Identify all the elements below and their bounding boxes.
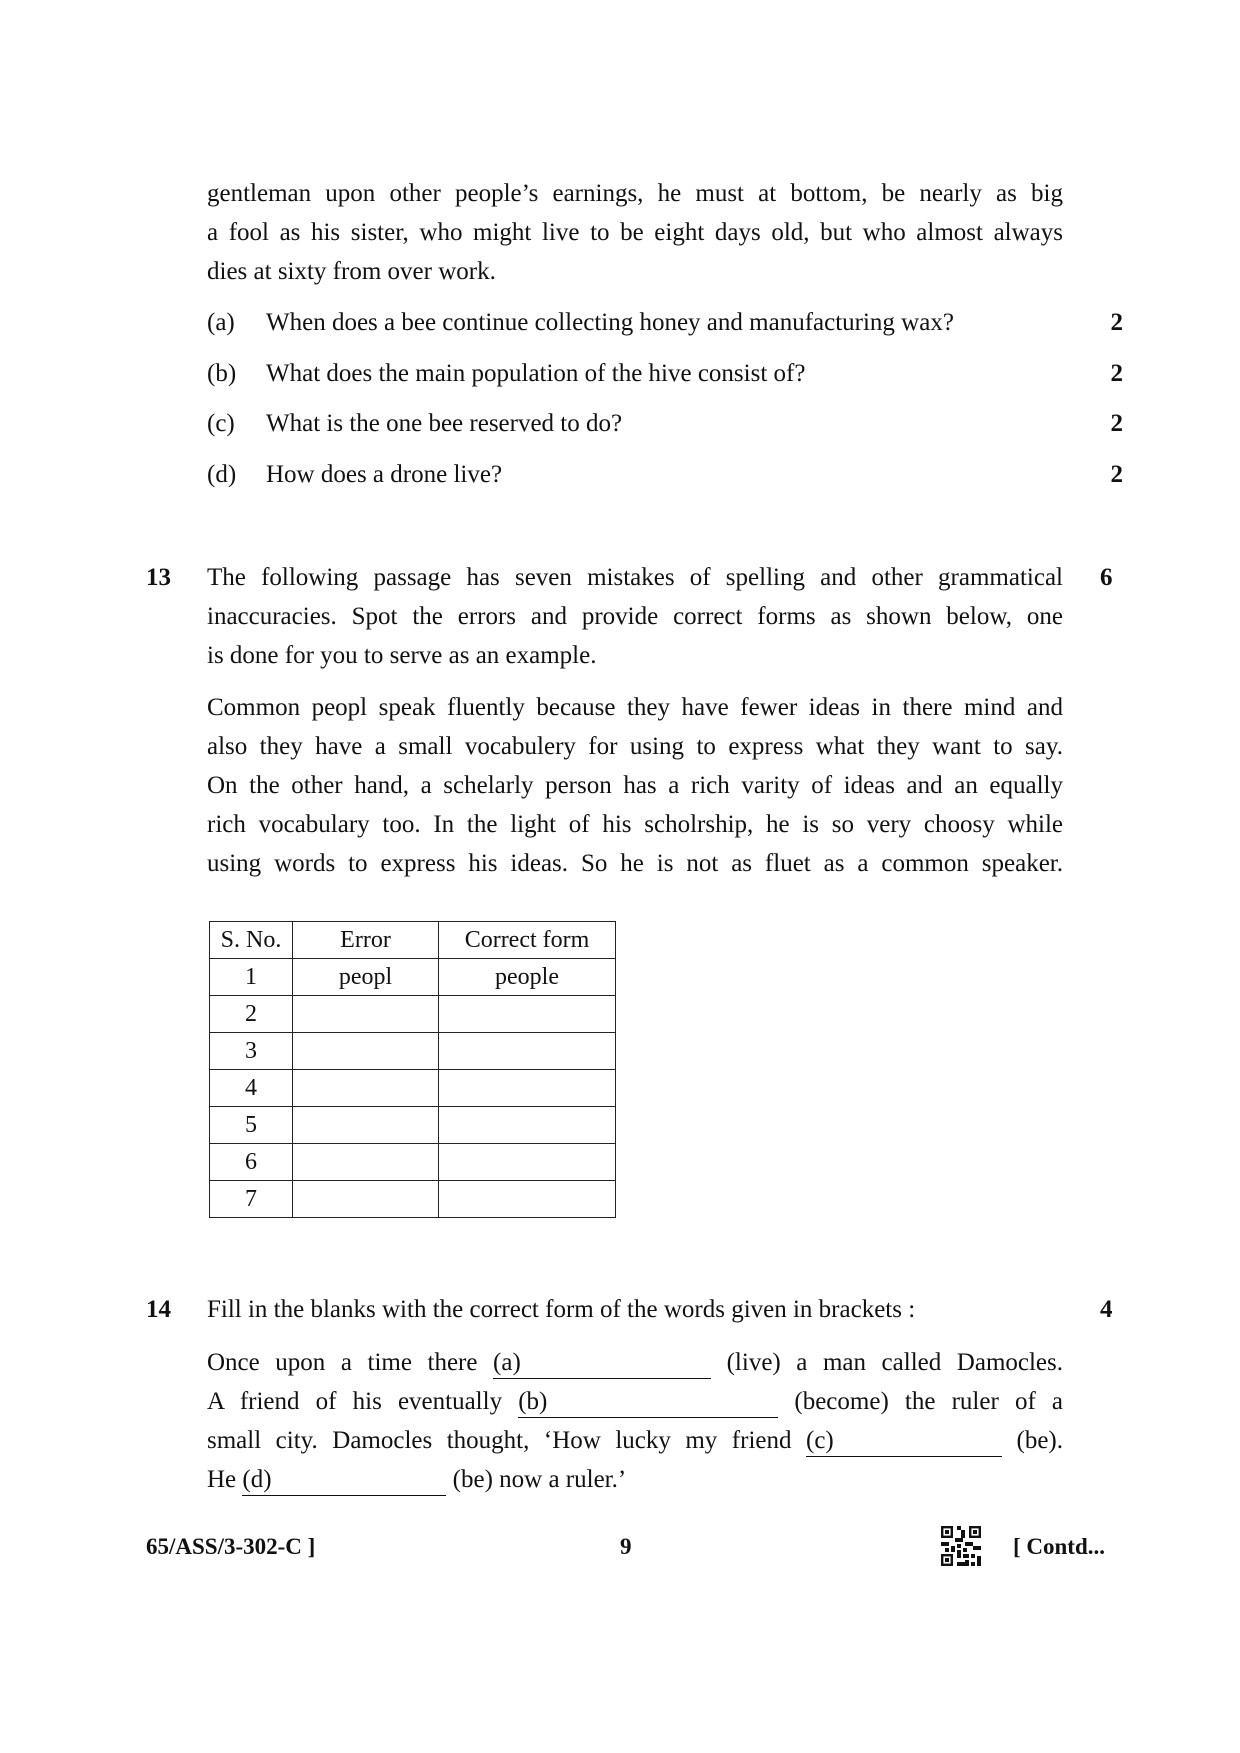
instruction-line: is done for you to serve as an example. — [207, 642, 597, 669]
table-row — [210, 959, 616, 996]
fill-line — [207, 1421, 1063, 1460]
q14-number: 14 — [146, 1296, 171, 1323]
page-number: 9 — [620, 1534, 632, 1559]
cell-sno: 3 — [210, 1033, 293, 1070]
part-marks: 2 — [1110, 360, 1123, 387]
cell-sno: 4 — [210, 1070, 293, 1107]
cell-error: peopl — [293, 959, 439, 996]
blank-a: (a) — [493, 1348, 711, 1379]
passage-line: Common peopl speak fluently because they have fewer ideas in there mind and — [207, 694, 1063, 721]
blank-d: (d) — [242, 1465, 446, 1496]
part-marks: 2 — [1110, 461, 1123, 488]
cell-sno: 1 — [210, 959, 293, 996]
q13-instruction — [207, 558, 1063, 675]
cell-sno: 2 — [210, 996, 293, 1033]
part-question: What is the one bee reserved to do? — [266, 410, 623, 437]
cell-error — [293, 1070, 439, 1107]
fill-line — [207, 1382, 1063, 1421]
q12-part-a — [207, 303, 1123, 343]
cell-correct-form: people — [439, 959, 616, 996]
cell-correct-form — [439, 1181, 616, 1218]
header-error: Error — [293, 922, 439, 959]
q12-part-c — [207, 404, 1123, 444]
fill-text: (be). — [1016, 1427, 1063, 1454]
header-correct-form: Correct form — [439, 922, 616, 959]
table-row — [210, 1181, 616, 1218]
cell-correct-form — [439, 1070, 616, 1107]
fill-text: (become) the ruler of a — [794, 1388, 1064, 1415]
table-row — [210, 1070, 616, 1107]
cell-error — [293, 1107, 439, 1144]
part-label: (a) — [207, 309, 235, 336]
passage-line: rich vocabulary too. In the light of his scholrship, he is so very choosy while — [207, 811, 1063, 838]
fill-text: Once upon a time there — [207, 1349, 478, 1376]
header-sno: S. No. — [210, 922, 293, 959]
fill-text: He — [207, 1466, 237, 1493]
passage-line: dies at sixty from over work. — [207, 258, 496, 285]
instruction-line: The following passage has seven mistakes of spelling and other grammatical — [207, 564, 1063, 591]
cell-error — [293, 1144, 439, 1181]
instruction-line: inaccuracies. Spot the errors and provide correct forms as shown below, one — [207, 603, 1063, 630]
q13-passage — [207, 688, 1063, 883]
part-marks: 2 — [1110, 309, 1123, 336]
blank-c: (c) — [806, 1426, 1002, 1457]
cell-error — [293, 1033, 439, 1070]
cell-correct-form — [439, 1144, 616, 1181]
passage-line: a fool as his sister, who might live to be eight days old, but who almost always — [207, 219, 1063, 246]
cell-correct-form — [439, 1107, 616, 1144]
table-row — [210, 1033, 616, 1070]
part-question: How does a drone live? — [266, 461, 503, 488]
cell-error — [293, 996, 439, 1033]
part-label: (c) — [207, 410, 235, 437]
fill-line — [207, 1460, 1063, 1499]
fill-text: A friend of his eventually — [207, 1388, 503, 1415]
continued-label: [ Contd... — [1013, 1534, 1106, 1559]
passage-line: gentleman upon other people’s earnings, he must at bottom, be nearly as big — [207, 180, 1063, 207]
cell-sno: 6 — [210, 1144, 293, 1181]
part-marks: 2 — [1110, 410, 1123, 437]
table-row — [210, 996, 616, 1033]
cell-sno: 5 — [210, 1107, 293, 1144]
q14-fill-blanks — [207, 1343, 1063, 1499]
fill-text: (be) now a ruler.’ — [452, 1466, 627, 1493]
fill-text: (live) a man called Damocles. — [726, 1349, 1064, 1376]
blank-b: (b) — [518, 1387, 778, 1418]
qr-code-icon — [941, 1526, 981, 1566]
q13-marks: 6 — [1100, 564, 1113, 591]
paper-code: 65/ASS/3-302-C ] — [146, 1534, 316, 1559]
table-row — [210, 1107, 616, 1144]
part-question: What does the main population of the hive consist of? — [266, 360, 806, 387]
part-label: (b) — [207, 360, 237, 387]
part-question: When does a bee continue collecting honey and manufacturing wax? — [266, 309, 954, 336]
passage-continuation — [207, 174, 1063, 291]
passage-line: On the other hand, a schelarly person has a rich varity of ideas and an equally — [207, 772, 1063, 799]
q14-marks: 4 — [1100, 1296, 1113, 1323]
cell-correct-form — [439, 996, 616, 1033]
error-correction-table — [209, 921, 616, 1218]
q13-number: 13 — [146, 564, 171, 591]
fill-text: small city. Damocles thought, ‘How lucky my friend — [207, 1427, 792, 1454]
passage-line: using words to express his ideas. So he is not as fluet as a common speaker. — [207, 850, 1063, 877]
part-label: (d) — [207, 461, 237, 488]
instruction-text: Fill in the blanks with the correct form of the words given in brackets : — [207, 1296, 916, 1323]
table-row — [210, 1144, 616, 1181]
cell-correct-form — [439, 1033, 616, 1070]
passage-line: also they have a small vocabulery for using to express what they want to say. — [207, 733, 1063, 760]
cell-error — [293, 1181, 439, 1218]
fill-line — [207, 1343, 1063, 1382]
q12-part-d — [207, 455, 1123, 495]
cell-sno: 7 — [210, 1181, 293, 1218]
q14-instruction — [207, 1290, 1123, 1330]
table-header-row — [210, 922, 616, 959]
q12-part-b — [207, 354, 1123, 394]
